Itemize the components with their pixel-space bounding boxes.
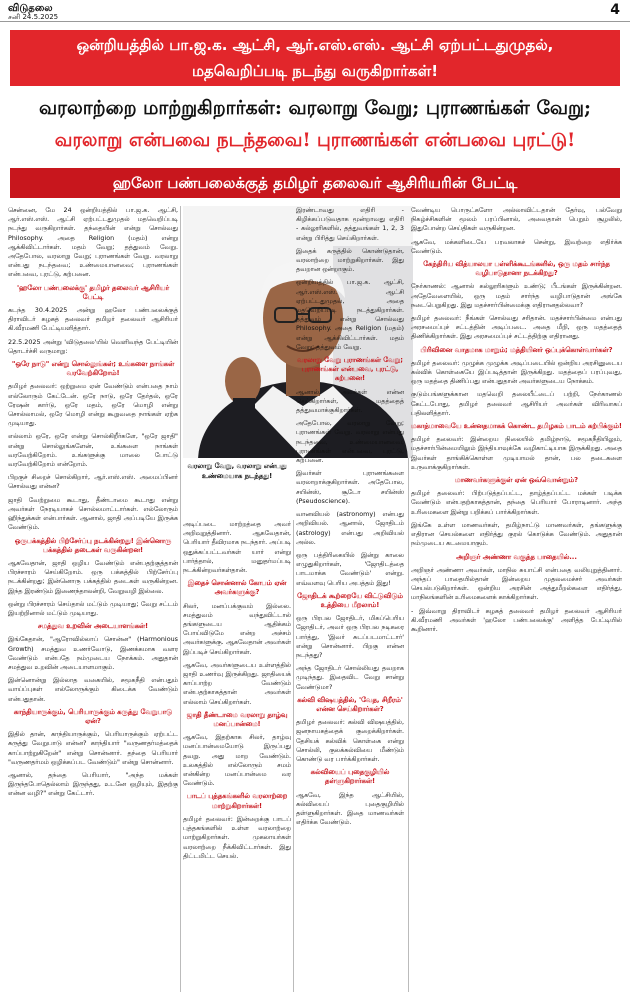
interview-kicker: ஹலோ பண்பலைக்குத் தமிழர் தலைவர் ஆசிரியரின் பேட்டி bbox=[10, 168, 620, 198]
paragraph: இதில் தான், காந்தியாருக்கும், பெரியாருக்கும் ஏற்பட்ட கருத்து வேறுபாடு என்ன? காந்தியார் "வருணதர்மத்தைக் காப்பாற்றுகிறேன்" என்று சொன்னார். தந்தை பெரியார் "வருணதர்மம் ஒழிக்கப்பட வேண்டும்" என்று சொன்னார். bbox=[8, 730, 178, 766]
subheading: 'ஹலோ பண்பலைக்கு' தமிழர் தலைவர் ஆசிரியர் பேட்டி bbox=[16, 283, 170, 301]
subheading: சமத்துவ உறவின் அடையாளங்கள்! bbox=[37, 622, 149, 631]
column-divider bbox=[180, 206, 181, 992]
paragraph: 22.5.2025 அன்று 'விடுதலை'யில் வெளிவந்த பேட்டியின் தொடர்ச்சி வருமாறு: bbox=[8, 337, 178, 355]
paragraph: அடிப்படை மாற்றத்தை அவர் அறிவுறுத்தினார். ஆகவேதான், பெரியார் தீவிரமாக நடந்தார். அப்படி ஒதுக்கப்பட்டவர்கள் யார் என்று பார்த்தால், மனுதர்மப்படி நடக்கின்றவர்கள்தான். bbox=[183, 520, 291, 575]
masthead bbox=[0, 0, 630, 22]
paragraph: ஒரு பிரபல ஜோதிடர், மிகப்பெரிய ஜோதிடர், அவர் ஒரு பிரபல நடிகரை பார்த்து, 'இவர் சுடப்படமாட்டார்' என்று சொன்னார். பிறகு என்ன நடந்தது? bbox=[296, 614, 404, 659]
subheading: மாணவர்களுக்குள் ஏன் ஒவ்வொன்றும்? bbox=[454, 476, 579, 485]
article-column-3 bbox=[296, 206, 404, 992]
paragraph: அறிஞர் அண்ணா அவர்கள், மாநில சுயாட்சி என்பதை வலியுறுத்தினார். அந்தப் பாதையில்தான் இன்றைய முதலமைச்சர் அவர்கள் செயல்படுகிறார்கள். ஒன்றிய அரசின் அத்துமீறல்களை எதிர்த்து, மாநிலங்களின் உரிமைகளைக் காக்கிறார்கள். bbox=[411, 565, 622, 602]
subheading: மகாத்மாவையே உன்னதமாகக் கொண்ட தமிழகம் பாடம் கற்பிக்கும்! bbox=[411, 422, 622, 431]
paragraph: தமிழர் தலைவர்: கல்வி விஷயத்தில், ஜனநாயகத்தைக் குறைக்கிறார்கள். தேசியக் கல்விக் கொள்கை என்று சொல்லி, குலக்கல்வியை மீண்டும் கொண்டு வர பார்க்கிறார்கள். bbox=[296, 718, 404, 763]
paragraph: அதேபோல, வரலாறு வேறு; புராணங்கள் வேறு. வரலாறு என்பது நடந்தவை, உண்மையானவை; புராணங்கள் என்பவை, புரட்டு, கற்பனை. bbox=[296, 419, 404, 465]
newspaper-name: விடுதலை bbox=[8, 3, 53, 14]
subheading: ஜாதி தீண்டாமை வரலாறு தாழ்வு மனப்பான்மை! bbox=[186, 710, 288, 729]
subheading: ஜோதிடக் கூற்றையே விட்டுவிடும் உத்தியை மீறலாம்! bbox=[297, 591, 403, 609]
page-number: 4 bbox=[610, 2, 620, 18]
photo-caption: வரலாறு வேறு, வரலாறு என்பது உண்மையாக நடந்தது! bbox=[187, 462, 287, 480]
paragraph: இங்கேதான், "ஆரோவில்லாப் சொன்ன" (Harmonious Growth) சமத்துவ உணர்வோடு, இணக்கமாக வளர வேண்டும் என்பதே நம்முடைய நோக்கம். அதுதான் சமத்துவ உறவின் அடையாளமாகும். bbox=[8, 635, 178, 671]
paragraph: இங்கே உள்ள மாணவர்கள், தமிழ்நாட்டு மாணவர்கள், தங்களுக்கு எதிரான செயல்களை எதிர்த்து குரல் கொடுக்க வேண்டும். அதுதான் நம்முடைய கடமையாகும். bbox=[411, 520, 622, 548]
top-banner bbox=[10, 30, 620, 86]
subheading: இதைச் சொன்னால் கோபம் ஏன் அவர்களுக்கு? bbox=[187, 579, 287, 597]
paragraph: தமிழர் தலைவர்: பிற்படுத்தப்பட்ட, தாழ்த்தப்பட்ட மக்கள் படிக்க வேண்டும் என்பதற்காகத்தான், தந்தை பெரியார் போராடினார். அந்த உரிமைகளை இன்று பறிக்கப் பார்க்கிறார்கள். bbox=[411, 489, 622, 516]
paragraph: தமிழர் தலைவர்: ஒற்றுமை ஏன் வேண்டும் என்பதை நாம் எல்லோரும் கேட்டேன். ஒரே நாடு, ஒரே தேர்தல், ஒரே ரேஷன் கார்டு, ஒரே மதம், ஒரே மொழி என்று சொல்லாமல், ஒரே மொழி என்று கூறுவதை நாங்கள் ஏற்க முடியாது. bbox=[8, 382, 178, 428]
paragraph: பிறகுச் சிறைச் சொல்கிறார், ஆர்.எஸ்.எஸ். அமைப்பினர் சொல்வது என்ன? bbox=[8, 473, 178, 491]
subheading: வரலாறு வேறு புராணங்கள் வேறு; புராணங்கள் என்பவை, புரட்டு, கற்பனை! bbox=[297, 356, 403, 383]
paragraph: தமிழர் தலைவர்: முழுக்க முழுக்க அடிப்படையில் ஒன்றிய அரசினுடைய கல்விக் கொள்கையே இப்படித்தான் இருக்கிறது. மதத்தைப் பரப்புவது, ஒரு மதத்தை திணிப்பது என்பதுதான் அவர்களுடைய நோக்கம். bbox=[411, 358, 622, 386]
article-column-2 bbox=[183, 520, 291, 992]
subheading: அறிஞர் அண்ணா வகுத்த பாதையில்... bbox=[456, 552, 577, 561]
paragraph: ஆகவே, இந்த ஆட்சியில், கல்வியைப் புதைகுழியில் தள்ளுகிறார்கள். இதை மாணவர்கள் எதிர்க்க வேண்டும். bbox=[296, 790, 404, 827]
subheading: "ஒரே நாடு" என்று சொல்லுங்கள்; உங்களை நாங்கள் வரவேற்கிறோம்! bbox=[11, 360, 175, 378]
paragraph: இரண்டாவது எதிரி - கிழிக்கப்படுவதாக மூன்றாவது எதிரி - கல்லூரிகளில், தத்துவங்கள் 1, 2, 3 என்று பிரித்து செய்கிறார்கள். bbox=[296, 206, 404, 242]
paragraph: தமிழர் தலைவர்: இன்றைய நிலையில் தமிழ்நாடு, சமூகநீதியிலும், மதச்சார்பின்மையிலும் இந்தியாவுக்கே வழிகாட்டியாக இருக்கிறது. அதை இவர்கள் தாங்கிக்கொள்ள முடியாமல் தான், பல தடைகளை உருவாக்குகிறார்கள். bbox=[411, 435, 622, 471]
paragraph: தமிழர் தலைவர்: நீங்கள் சொல்வது சரிதான். மதச்சார்பின்மை என்பது அரசமைப்புச் சட்டத்தின் அடிப்படை. அதை மீறி, ஒரு மதத்தைத் திணிக்கிறார்கள். இது அரசமைப்புச் சட்டத்திற்கு எதிரானது. bbox=[411, 314, 622, 341]
paragraph: வானவியல் (astronomy) என்பது அறிவியல். ஆனால், ஜோதிடம் (astrology) என்பது அறிவியல் அல்ல. bbox=[296, 510, 404, 546]
paragraph: இவர்கள் புராணங்களை வரலாறாக்குகிறார்கள். அதேபோல, சயின்ஸ், சூடோ சயின்ஸ் (Pseudoscience). bbox=[296, 469, 404, 505]
paragraph: ஆகவே, அவர்களுடைய உள்ளத்தில் ஜாதி உணர்வு இருக்கிறது. ஜாதியைக் காப்பாற்ற வேண்டும் என்பதற்காகத்தான் அவர்கள் எல்லாம் செய்கிறார்கள். bbox=[183, 660, 291, 706]
article-column-1 bbox=[8, 206, 178, 992]
paragraph: சிலர், மனப்பக்குவம் இல்லை. சமத்துவம் வந்துவிட்டால் தங்களுடைய ஆதிக்கம் போய்விடுமே என்ற அச்சம் அவர்களுக்கு. ஆகவேதான் அவர்கள் இப்படிச் செய்கிறார்கள். bbox=[183, 601, 291, 656]
banner-line-2: மதவெறிப்படி நடந்து வருகிறார்கள்! bbox=[191, 62, 439, 80]
paragraph: இன்னொன்று இல்லாத வகையில், சமூகநீதி என்பதும் வாய்ப்புகள் எல்லோருக்கும் கிடைக்க வேண்டும் என்பதுதான். bbox=[8, 676, 178, 703]
column-divider bbox=[293, 520, 294, 992]
article-column-4 bbox=[411, 206, 622, 992]
paragraph: ஒரு பத்திரிகையில் இன்று காலை எழுதுகிறார்கள், 'ஜோதிடத்தை பாடமாக்க வேண்டும்' என்று. எவ்வளவு பெரிய அபத்தம் இது! bbox=[296, 550, 404, 587]
paragraph: ஒன்றியத்தில் பா.ஜ.க. ஆட்சி, ஆர்.எஸ்.எஸ். ஆட்சி ஏற்பட்டதுமுதல், அதை மதவெறிப்படி நடத்துகிறார்கள். தத்துவம் என்று சொல்வது Philosophy. அதை Religion (மதம்) என்று ஆக்கிவிட்டார்கள். மதம் வேறு; தத்துவம் வேறு. bbox=[296, 278, 404, 351]
paragraph: வேண்டிய பொருட்களோ அல்லாவிட்டதான் தேர்வு, பல்வேறு நிகழ்ச்சிகளின் மூலம் பரப்பினால், அவைதான் பெறும் சூழலில், இதுபோன்ற செய்திகள் வருகின்றன. bbox=[411, 206, 622, 233]
subheading: கல்வி விஷயத்தில், 'வேத, சிறீரம்' என்ன செய்கிறார்கள்? bbox=[297, 695, 403, 713]
paragraph: ஆனால், அவர்கள் என்ன செய்கிறார்கள், மதத்தைத் தத்துவமாக்குகிறார்கள். bbox=[296, 387, 404, 415]
subheading: காந்தியாருக்கும், பெரியாருக்கும் கருத்து வேறுபாடு ஏன்? bbox=[13, 707, 173, 725]
subheading: கல்வியைப் புதைகுழியில் தள்ளுகிறார்கள்! bbox=[310, 768, 390, 786]
paragraph: ஆகவே, இதற்காக சிலர், தாழ்வு மனப்பான்மையோடு இருப்பது தவறு. அது மாற வேண்டும். உலகத்தில் எல்லோரும் சமம் என்கின்ற மனப்பான்மை வர வேண்டும். bbox=[183, 733, 291, 788]
paragraph: ஆகவே, மக்களிடையே பரவலாகச் சென்று, இவற்றை எதிர்க்க வேண்டும். bbox=[411, 237, 622, 255]
paragraph: ஒன்று பிரச்சாரம் செய்தால் மட்டும் முடியாது; வேறு சட்டம் இயற்றினால் மட்டும் முடியாது. bbox=[8, 599, 178, 617]
paragraph: இதைக் கருத்தில் கொண்டுதான், வரலாற்றை மாற்றுகிறார்கள். இது தவறான ஒன்றாகும். bbox=[296, 246, 404, 274]
paragraph: ஆகவேதான், ஜாதி ஒழிய வேண்டும் என்பதற்குத்தான் பிரச்சாரம் செய்கிறோம். ஒரு பக்கத்தில் பிற்சேர்ப்பு நடக்கின்றது; இன்னொரு பக்கத்தில் தடைகள் வருகின்றன. இந்த இரண்டும் இணைந்தாலன்றி, வேறுவழி இல்லை. bbox=[8, 558, 178, 595]
main-headline-2: வரலாறு என்பவை நடந்தவை! புராணங்கள் என்பவை புரட்டு! bbox=[54, 130, 576, 151]
paragraph: தமிழர் தலைவர்: இன்றைக்கு பாடப் புத்தகங்களில் உள்ள வரலாற்றை மாற்றுகிறார்கள். முகலாயர்கள் வரலாற்றை நீக்கிவிட்டார்கள். இது திட்டமிட்ட செயல். bbox=[183, 814, 291, 860]
paragraph: ஆனால், தந்தை பெரியார், "அந்த மக்கள் இருந்தபோதெல்லாம் இருந்தது, உடனே ஒழியும், இதற்கு என்ன வழி?" என்று கேட்டார். bbox=[8, 770, 178, 798]
subheading: பிரிவினை வாதமாக மாறும்; மத்தியினர் ஒப்புக்கொள்வார்கள்? bbox=[420, 345, 613, 354]
paragraph: எல்லாம் ஒரே, ஒரே என்று சொல்கிறீர்களே, "ஒரே ஜாதி" என்று சொல்லுங்களேன், உங்களை நாங்கள் வரவேற்கிறோம். உங்களுக்கு மாலை போட்டு வரவேற்கிறோம் என்றோம். bbox=[8, 432, 178, 469]
main-headline-1: வரலாற்றை மாற்றுகிறார்கள்: வரலாறு வேறு; புராணங்கள் வேறு; bbox=[38, 97, 592, 119]
paragraph: சென்னை, மே 24 ஒன்றியத்தில் பா.ஜ.க. ஆட்சி, ஆர்.எஸ்.எஸ். ஆட்சி ஏற்பட்டதுமுதல் மதவெறிப்படி நடந்து வருகிறார்கள். தந்தையின் என்று சொல்வது Philosophy. அதை Religion (மதம்) என்று ஆக்கிவிட்டார்கள். மதம் வேறு; தத்துவம் வேறு. அதேபோல, வரலாறு வேறு; புராணங்கள் வேறு. வரலாறு என்பது நடந்தவை; உண்மையானவை; புராணங்கள் என்பவை, புரட்டு, கற்பனை. bbox=[8, 206, 178, 279]
paragraph: கடந்த 30.4.2025 அன்று ஹலோ பண்பலைக்குத் திராவிடர் கழகத் தலைவர் தமிழர் தலைவர் ஆசிரியர் கி.வீரமணி பேட்டியளித்தார். bbox=[8, 306, 178, 333]
paragraph: அந்த ஜோதிடர் சொல்லியது தவறாக முடிந்தது. இதைவிட வேறு சான்று வேண்டுமா? bbox=[296, 664, 404, 691]
subheading: கேந்திரிய வித்யாலயா பள்ளிக்கூடங்களில், ஒரு மதம் சார்ந்த வழிபாடுதானா நடக்கிறது? bbox=[423, 260, 610, 278]
subheading: ஒருபக்கத்தில் பிற்சேர்ப்பு நடக்கின்றது! இன்னொரு பக்கத்தில் தடைகள் வருகின்றன! bbox=[14, 536, 172, 554]
paragraph: குடும்பங்களுக்கான மதவெறி தலையீட்டைப் பற்றி, நேர்காணல் கேட்டபோது, தமிழர் தலைவர் ஆசிரியர் அவர்கள் விரிவாகப் பதிலளித்தார். bbox=[411, 390, 622, 417]
banner-line-1: ஒன்றியத்தில் பா.ஜ.க. ஆட்சி, ஆர்.எஸ்.எஸ். ஆட்சி ஏற்பட்டதுமுதல், bbox=[76, 36, 554, 54]
issue-date: சனி 24.5.2025 bbox=[8, 13, 59, 21]
paragraph: ஜாதி வேற்றுமை கூடாது, தீண்டாமை கூடாது என்று அவர்கள் நேரடியாகச் சொல்லமாட்டார்கள். எல்லோரும் ஹிந்துக்கள் என்பார்கள். ஆனால், ஜாதி அப்படியே இருக்க வேண்டும். bbox=[8, 495, 178, 532]
paragraph: நேர்காணல்: ஆனால் கல்லூரிகளும் உண்டு; பீடங்கள் இருக்கின்றன. அதேவேளையில், ஒரு மதம் சார்ந்த வழிபாடுதான் அங்கே நடைபெறுகிறது. இது மதச்சார்பின்மைக்கு எதிரானதல்லவா? bbox=[411, 282, 622, 309]
subheading: பாடப் புத்தகங்களில் வரலாற்றை மாற்றுகிறார்கள்! bbox=[186, 792, 288, 810]
paragraph: - இவ்வாறு திராவிடர் கழகத் தலைவர் தமிழர் தலைவர் ஆசிரியர் கி.வீரமணி அவர்கள் 'ஹலோ பண்பலைக்கு' அளித்த பேட்டியில் கூறினார். bbox=[411, 606, 622, 633]
